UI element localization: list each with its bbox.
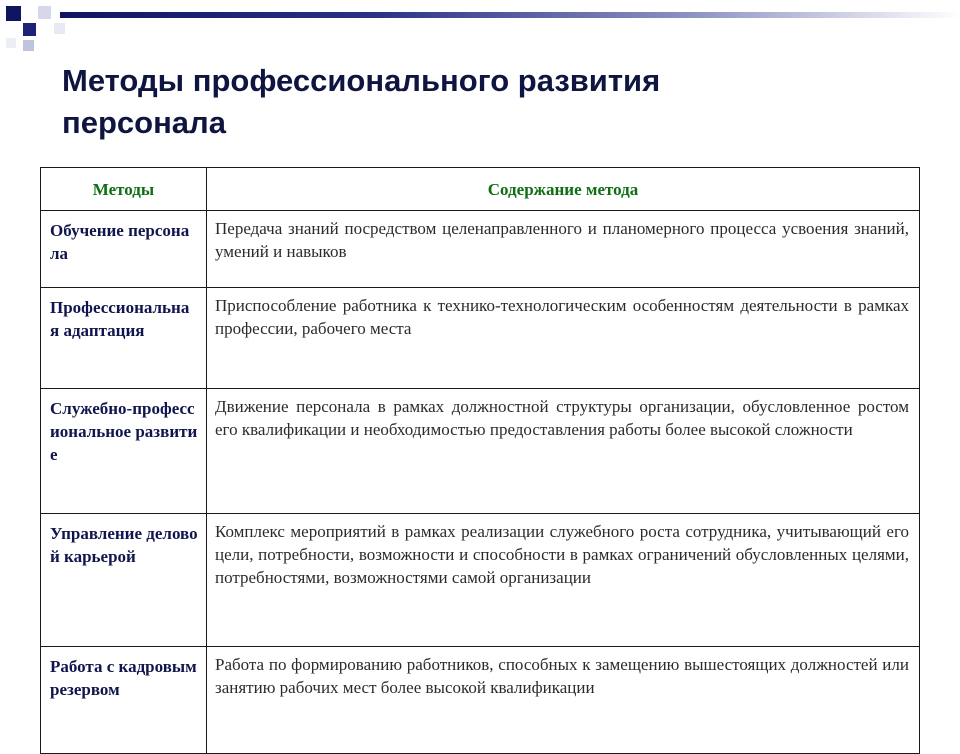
method-name: Служебно-профессиональное развитие — [41, 389, 207, 514]
table-row — [41, 389, 920, 514]
decor-square-faintest — [6, 38, 16, 48]
method-description: Движение персонала в рамках должностной структуры организации, обусловленное ростом его квалификации и необходимостью предоставления работы более высокой сложности — [207, 389, 920, 514]
decor-square-pale — [23, 40, 34, 51]
slide-title — [62, 60, 922, 144]
table-row — [41, 288, 920, 389]
slide-title-line-1: Методы профессионального развития — [62, 63, 661, 98]
method-name: Управление деловой карьерой — [41, 514, 207, 647]
method-description: Комплекс мероприятий в рамках реализации служебного роста сотрудника, учитывающий его цели, потребности, возможности и способности в рамках ограничений обусловленных целями, потребностями, возможностями самой организации — [207, 514, 920, 647]
table-row — [41, 647, 920, 754]
method-description: Приспособление работника к технико-технологическим особенностям деятельности в рамках профессии, рабочего места — [207, 288, 920, 389]
method-description: Работа по формированию работников, способных к замещению вышестоящих должностей или занятию рабочих мест более высокой квалификации — [207, 647, 920, 754]
method-name: Профессиональная адаптация — [41, 288, 207, 389]
decor-square-light — [38, 6, 51, 19]
slide-title-line-2: персонала — [62, 105, 226, 140]
header-methods: Методы — [41, 168, 207, 211]
method-name: Работа с кадровым резервом — [41, 647, 207, 754]
table-row — [41, 211, 920, 288]
methods-table — [40, 167, 920, 754]
header-content: Содержание метода — [207, 168, 920, 211]
table-row — [41, 514, 920, 647]
method-name: Обучение персонала — [41, 211, 207, 288]
method-description: Передача знаний посредством целенаправленного и планомерного процесса усвоения знаний, умений и навыков — [207, 211, 920, 288]
decor-square-faint — [54, 23, 65, 34]
decor-square-dark — [6, 6, 21, 21]
decor-square-navy — [23, 23, 36, 36]
table-header-row — [41, 168, 920, 211]
header-gradient-bar — [60, 12, 960, 18]
